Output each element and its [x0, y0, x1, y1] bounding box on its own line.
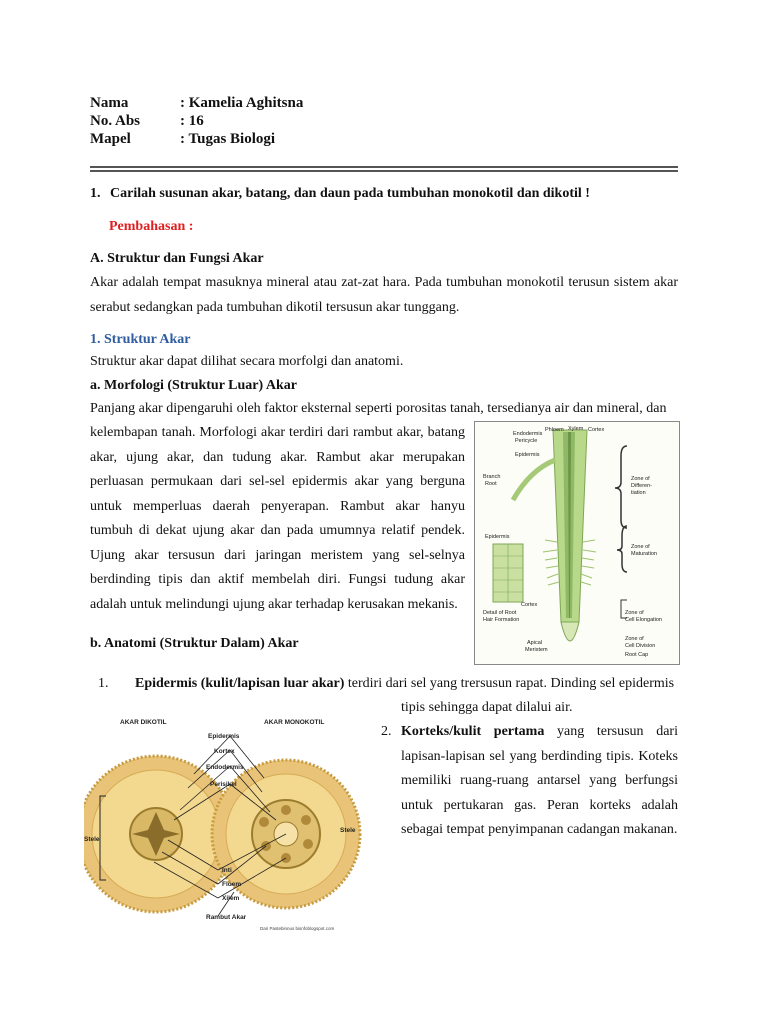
morfologi-line-1: Panjang akar dipengaruhi oleh faktor eksternal seperti porositas tanah, tersedianya air dan mineral, dan	[90, 401, 667, 416]
item1-number: 1.	[98, 676, 109, 691]
fig2-label-floem: Floem	[222, 881, 242, 888]
section-a-title: A. Struktur dan Fungsi Akar	[90, 251, 264, 266]
header-rule-2	[90, 170, 678, 172]
fig2-label-inti: Inti	[222, 867, 232, 874]
fig2-label-xilem: Xilem	[222, 895, 240, 902]
fig1-label-pericycle: Pericycle	[515, 438, 538, 444]
cross-section-diagram	[84, 712, 362, 934]
item2-rest: yang tersusun dari lapisan-lapisan sel yang berdinding tipis. Koteks memiliki ruang-ruang antarsel yang berfungsi untuk pertukaran gas. Peran korteks adalah sebagai tempat penyimpanan cadangan makanan.	[401, 724, 678, 837]
fig1-label-xylem: Xylem	[568, 426, 584, 432]
fig1-label-root-cap: Root Cap	[625, 652, 649, 658]
svg-text:Cell Elongation: Cell Elongation	[625, 617, 662, 623]
value-nama: : Kamelia Aghitsna	[180, 95, 304, 111]
fig1-label-apical-meristem: Apical	[527, 640, 542, 646]
item2-text	[401, 720, 678, 843]
fig2-label-stele-left: Stele	[84, 836, 100, 843]
fig1-label-detail: Detail of Root	[483, 610, 517, 616]
fig2-credit: Dari Pastebinnus bisnfoblogspot.com	[260, 926, 335, 931]
svg-text:Hair Formation: Hair Formation	[483, 617, 520, 623]
fig1-label-branch-root: Branch	[483, 474, 501, 480]
root-morphology-figure	[474, 421, 680, 665]
value-mapel: : Tugas Biologi	[180, 131, 276, 147]
fig1-label-zone-differentiation: Zone of	[631, 476, 650, 482]
value-noabs: : 16	[180, 113, 204, 129]
fig2-label-rambut-akar: Rambut Akar	[206, 914, 247, 921]
pembahasan-label: Pembahasan :	[109, 219, 194, 234]
item1-rest: terdiri dari sel yang trersusun rapat. Dinding sel epidermis	[344, 676, 675, 691]
question-text: Carilah susunan akar, batang, dan daun pada tumbuhan monokotil dan dikotil !	[110, 186, 590, 201]
root-cross-section-figure	[84, 712, 362, 934]
morfologi-paragraph: kelembapan tanah. Morfologi akar terdiri dari rambut akar, batang akar, ujung akar, dan tudung akar. Rambut akar merupakan perluasan permukaan dari sel-sel epidermis akar yang berguna untuk memperluas daerah penyerapan. Rambut akar hanyu tumbuh di dekat ujung akar dan pada umumnya relatif pendek. Ujung akar tersusun dari jaringan meristem yang sel-selnya berdinding tipis dan aktif membelah diri. Fungsi tudung akar adalah untuk melindungi ujung akar terhadap kerusakan mekanis.	[90, 425, 465, 612]
morfologi-title: a. Morfologi (Struktur Luar) Akar	[90, 378, 298, 393]
fig2-label-perisikel: Perisikel	[210, 781, 237, 788]
item1-continuation: tipis sehingga dapat dilalui air.	[401, 700, 573, 715]
fig1-label-cortex-2: Cortex	[521, 602, 538, 608]
anatomi-title: b. Anatomi (Struktur Dalam) Akar	[90, 636, 299, 651]
fig2-title-dikotil: AKAR DIKOTIL	[120, 719, 167, 726]
root-morphology-diagram	[475, 422, 679, 664]
fig1-label-epidermis-2: Epidermis	[485, 534, 510, 540]
struktur-akar-paragraph: Struktur akar dapat dilihat secara morfolgi dan anatomi.	[90, 354, 404, 369]
fig1-label-epidermis: Epidermis	[515, 452, 540, 458]
item2-bold: Korteks/kulit pertama	[401, 724, 545, 739]
item2-number: 2.	[381, 724, 392, 739]
question-number: 1.	[90, 186, 101, 201]
item1-bold: Epidermis (kulit/lapisan luar akar)	[135, 676, 345, 691]
fig2-label-stele-right: Stele	[340, 827, 356, 834]
header-rule	[90, 166, 678, 168]
svg-text:Cell Division: Cell Division	[625, 643, 656, 649]
svg-text:Meristem: Meristem	[525, 647, 548, 653]
svg-text:Root: Root	[485, 481, 497, 487]
fig1-label-cortex: Cortex	[588, 427, 605, 433]
fig2-label-epidermis: Epidermis	[208, 733, 240, 740]
item1-text	[135, 672, 674, 697]
fig1-label-zone-maturation: Zone of	[631, 544, 650, 550]
fig1-label-endodermis: Endodermis	[513, 431, 543, 437]
fig1-label-zone-division: Zone of	[625, 636, 644, 642]
label-mapel: Mapel	[90, 131, 131, 147]
fig1-label-zone-elongation: Zone of	[625, 610, 644, 616]
svg-text:Maturation: Maturation	[631, 551, 657, 557]
fig1-label-phloem: Phloem	[545, 427, 564, 433]
fig2-label-kortex: Kortex	[214, 748, 235, 755]
svg-text:Differen-: Differen-	[631, 483, 652, 489]
fig2-label-endodermis: Endodermis	[206, 764, 244, 771]
struktur-akar-title: 1. Struktur Akar	[90, 332, 191, 347]
fig2-title-monokotil: AKAR MONOKOTIL	[264, 719, 325, 726]
label-nama: Nama	[90, 95, 129, 111]
label-noabs: No. Abs	[90, 113, 141, 129]
svg-text:tiation: tiation	[631, 490, 646, 496]
section-a-paragraph: Akar adalah tempat masuknya mineral atau zat-zat hara. Pada tumbuhan monokotil terusun sistem akar serabut sedangkan pada tumbuhan dikotil tersusun akar tunggang.	[90, 275, 678, 315]
